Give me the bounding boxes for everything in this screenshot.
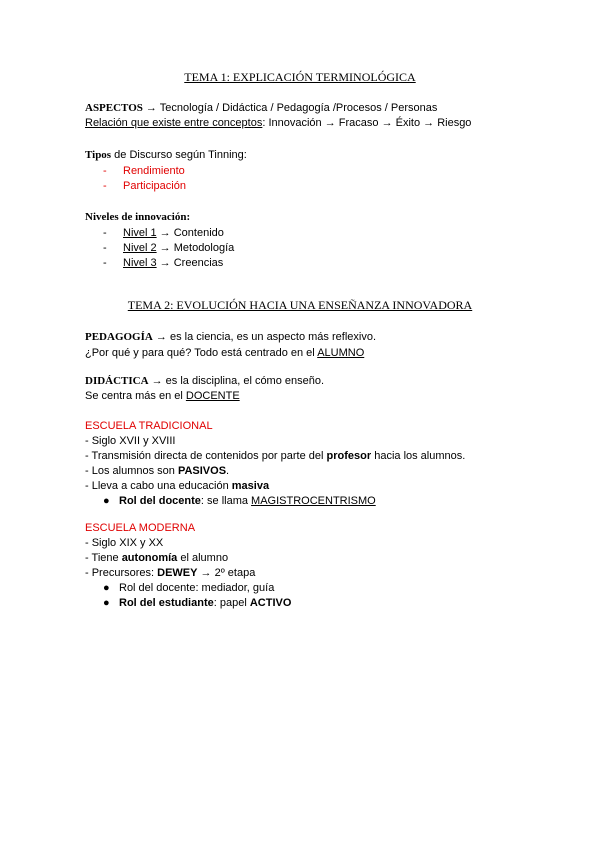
bullet-icon: ●: [103, 495, 110, 507]
moderna-line: - Tiene autonomía el alumno: [85, 552, 229, 564]
aspectos-text: → Tecnología / Didáctica / Pedagogía /Procesos / Personas: [142, 102, 438, 114]
moderna-line: - Precursores: DEWEY → 2º etapa: [85, 567, 256, 579]
didactica-line: [85, 374, 324, 389]
aspectos-label: ASPECTOS: [85, 102, 143, 114]
docente-link: DOCENTE: [185, 390, 240, 402]
nivel-item: - Nivel 1 → Contenido: [103, 227, 224, 239]
nivel-label: Nivel 2: [123, 242, 157, 254]
moderna-bullet: ● Rol del docente: mediador, guía: [103, 582, 275, 594]
moderna-bullet: ● Rol del estudiante: papel ACTIVO: [103, 597, 292, 609]
pedagogia-line: [85, 330, 376, 345]
nivel-label: Nivel 1: [123, 227, 157, 239]
aspectos-line: [85, 101, 437, 116]
tradicional-bullet: ● Rol del docente: se llama MAGISTROCENTRISMO: [103, 495, 376, 507]
tema1-title: TEMA 1: EXPLICACIÓN TERMINOLÓGICA: [184, 70, 416, 84]
tipos-text: de Discurso según Tinning:: [111, 149, 247, 161]
tema2-title: TEMA 2: EVOLUCIÓN HACIA UNA ENSEÑANZA INNOVADORA: [127, 298, 473, 312]
tipos-label: Tipos: [85, 149, 112, 161]
relacion-text: : Innovación → Fracaso → Éxito → Riesgo: [262, 117, 472, 129]
didactica-label: DIDÁCTICA: [85, 375, 149, 387]
nivel-text: → Creencias: [156, 257, 224, 269]
tipos-item-label: Rendimiento: [123, 165, 185, 177]
pedagogia-text: → es la ciencia, es un aspecto más reflexivo.: [152, 331, 377, 343]
pedagogia-question: ¿Por qué y para qué? Todo está centrado en el ALUMNO: [85, 347, 365, 359]
nivel-text: → Contenido: [156, 227, 224, 239]
tradicional-heading: ESCUELA TRADICIONAL: [85, 420, 213, 432]
didactica-line2: Se centra más en el DOCENTE: [85, 390, 240, 402]
magistrocentrismo-link: MAGISTROCENTRISMO: [251, 495, 376, 507]
tipos-item: - Participación: [103, 180, 186, 192]
nivel-item: - Nivel 2 → Metodología: [103, 242, 235, 254]
niveles-label: Niveles de innovación:: [85, 211, 191, 223]
moderna-heading: ESCUELA MODERNA: [85, 522, 196, 534]
tradicional-line: - Transmisión directa de contenidos por parte del profesor hacia los alumnos.: [85, 450, 466, 462]
nivel-label: Nivel 3: [123, 257, 157, 269]
tradicional-line: - Lleva a cabo una educación masiva: [85, 480, 270, 492]
moderna-line: - Siglo XIX y XX: [85, 537, 164, 549]
bullet-icon: ●: [103, 597, 110, 609]
alumno-link: ALUMNO: [317, 347, 365, 359]
relacion-line: [85, 116, 471, 131]
tipos-item-label: Participación: [123, 180, 186, 192]
tradicional-line: - Los alumnos son PASIVOS.: [85, 465, 230, 477]
tradicional-line: - Siglo XVII y XVIII: [85, 435, 176, 447]
pedagogia-label: PEDAGOGÍA: [85, 331, 153, 343]
didactica-text: → es la disciplina, el cómo enseño.: [148, 375, 325, 387]
relacion-label: Relación que existe entre conceptos: [85, 117, 263, 129]
tipos-line: [85, 148, 247, 163]
tipos-item: - Rendimiento: [103, 165, 185, 177]
nivel-item: - Nivel 3 → Creencias: [103, 257, 224, 269]
bullet-icon: ●: [103, 582, 110, 594]
nivel-text: → Metodología: [156, 242, 235, 254]
